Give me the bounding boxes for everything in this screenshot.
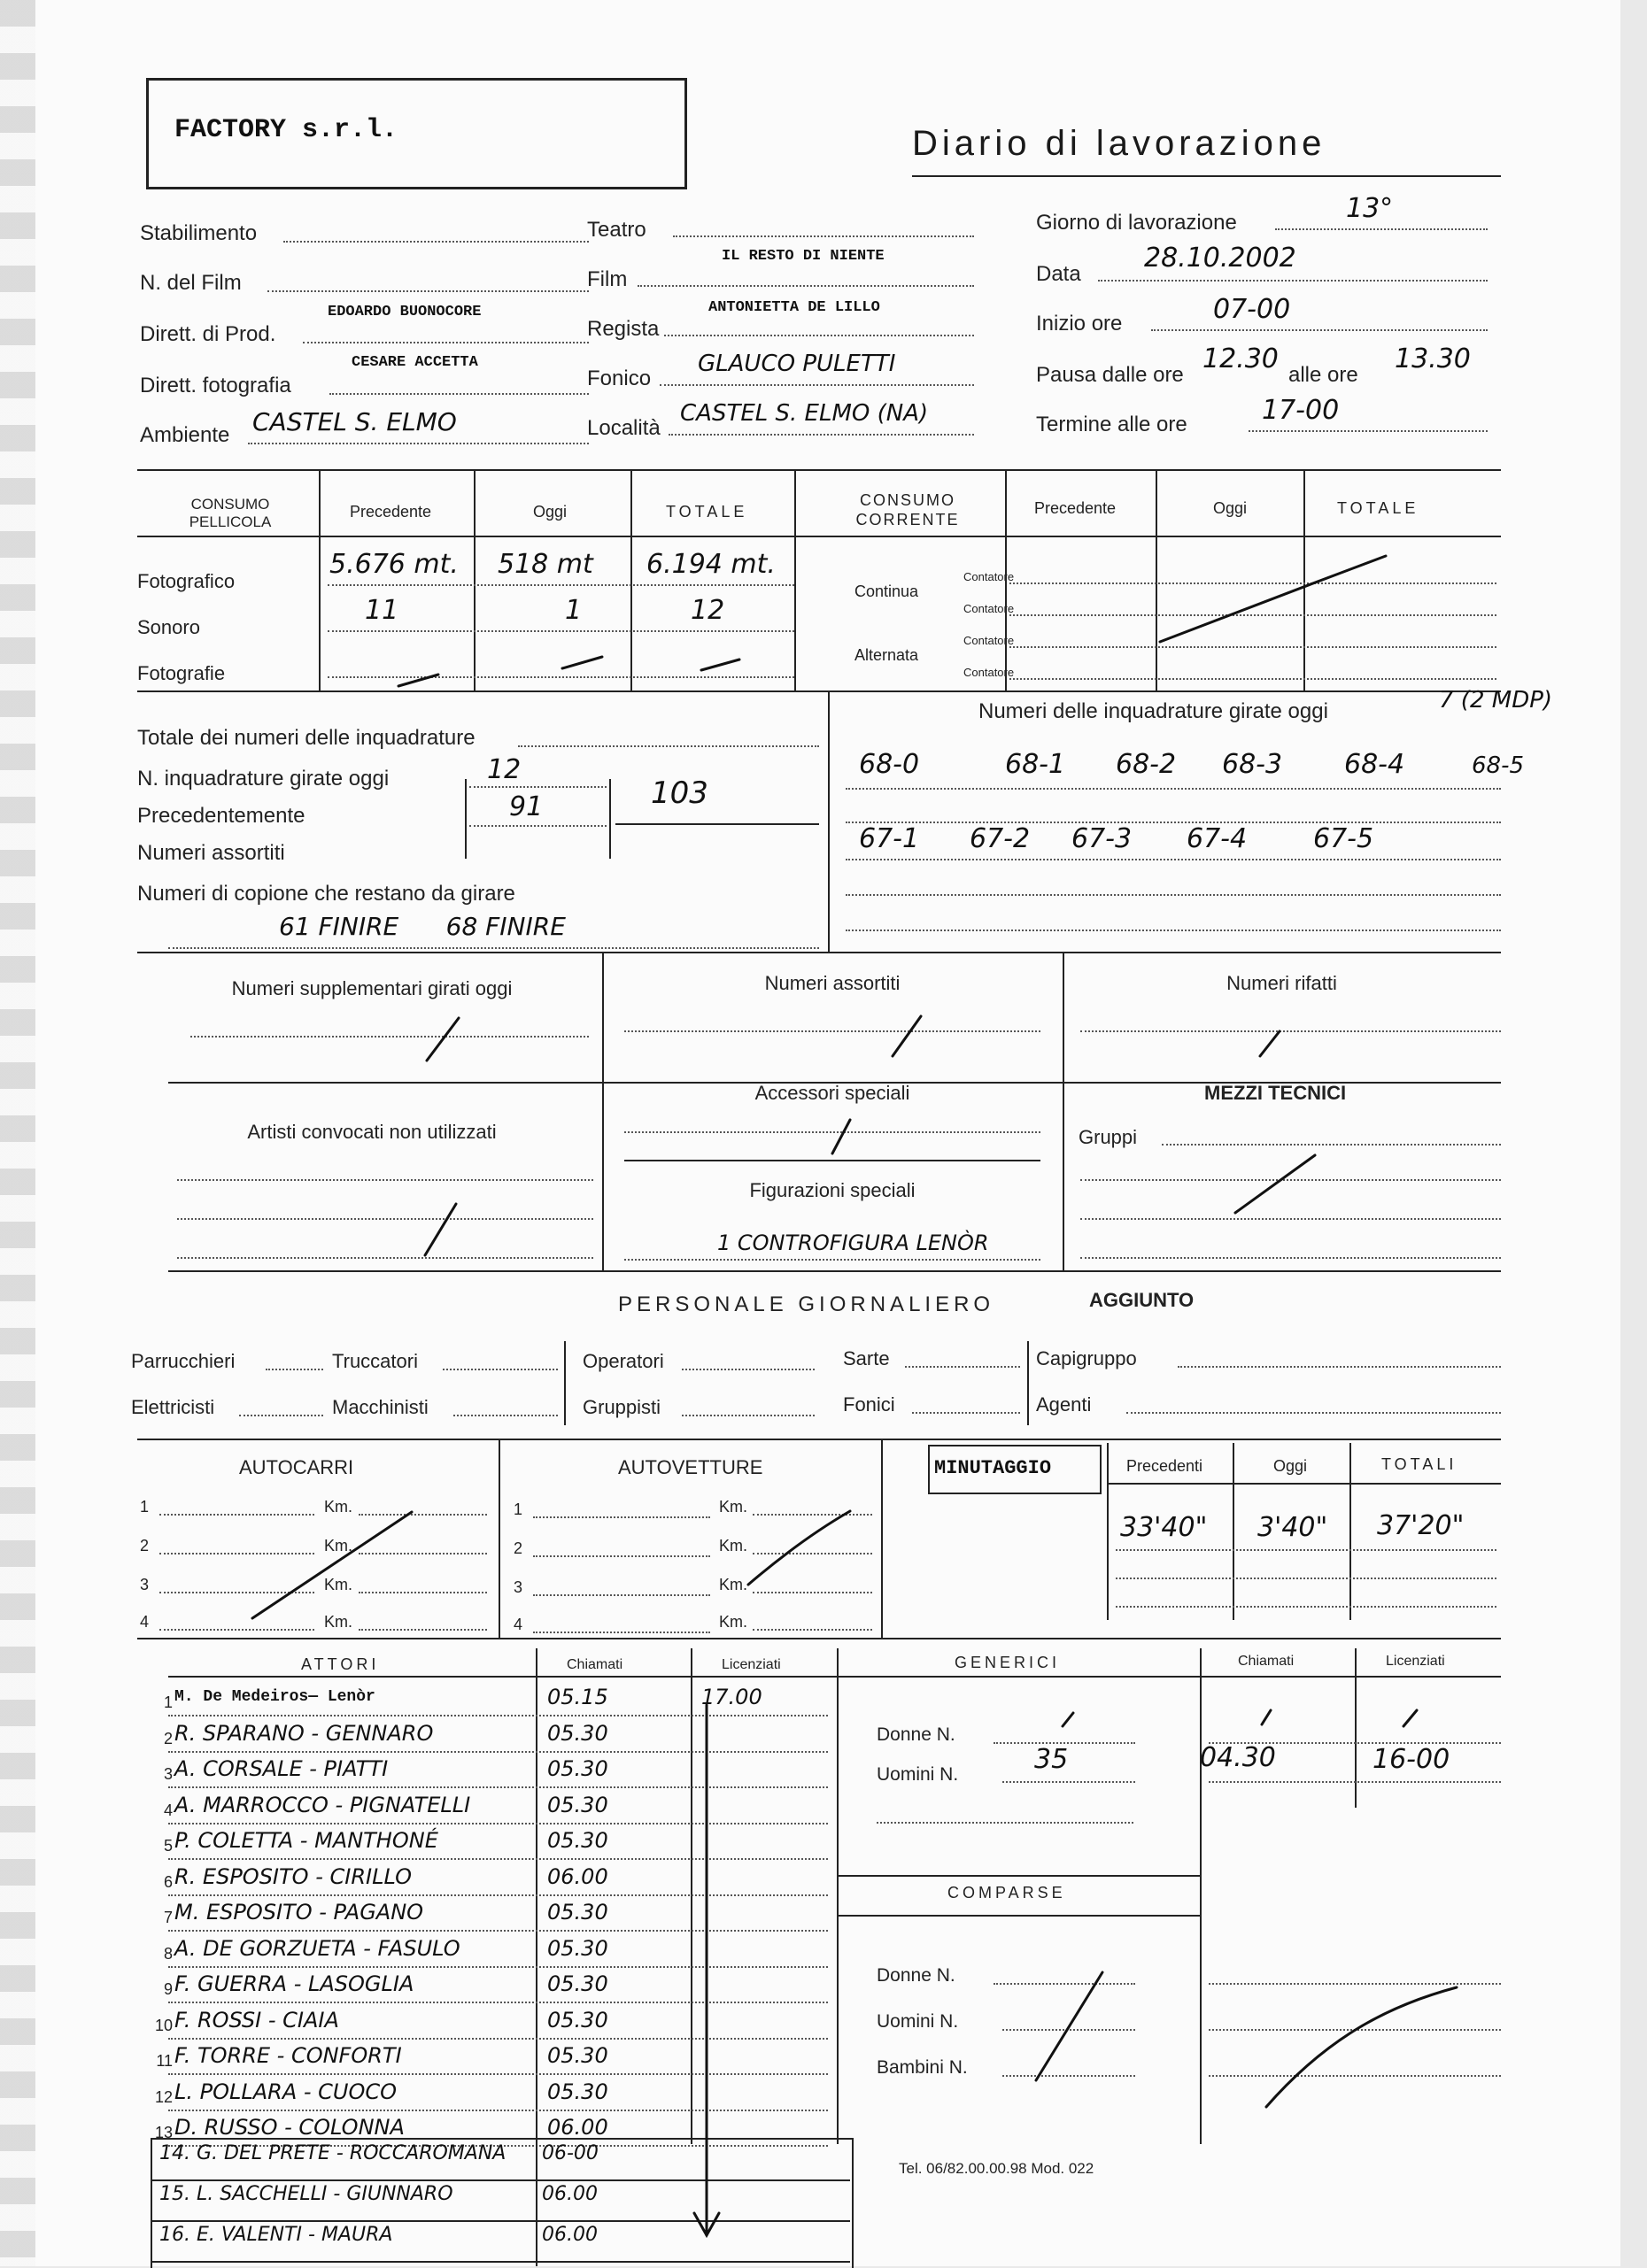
data-label: Data — [1036, 262, 1081, 286]
actor-row-number: 7 — [163, 1909, 173, 1926]
extra-actor-name: 16. E. VALENTI - MAURA — [159, 2224, 393, 2246]
shot-number: 67-1 — [859, 823, 920, 854]
n-film-label: N. del Film — [140, 271, 242, 295]
row-rule — [168, 1894, 828, 1896]
actor-name: L. POLLARA - CUOCO — [174, 2079, 398, 2104]
sonoro-tot: 12 — [691, 595, 725, 626]
minutaggio-prec-value: 33'40" — [1120, 1512, 1208, 1543]
actor-called-time: 05.30 — [547, 2007, 608, 2033]
agenti-label: Agenti — [1036, 1393, 1092, 1416]
ambiente-value: CASTEL S. ELMO — [252, 407, 457, 436]
actor-name: M. De Medeiros— Lenòr — [174, 1688, 375, 1706]
girate-oggi-label: N. inquadrature girate oggi — [137, 767, 390, 791]
extra-actor-called: 06.00 — [542, 2224, 598, 2246]
rifatti-label: Numeri rifatti — [1226, 972, 1337, 994]
dirett-foto-label: Dirett. fotografia — [140, 374, 291, 397]
actor-row-number: 3 — [163, 1765, 173, 1783]
generici-uomini-licenziati: 16-00 — [1372, 1744, 1450, 1775]
attori-header: ATTORI — [301, 1655, 380, 1673]
actor-name: P. COLETTA - MANTHONÉ — [174, 1828, 438, 1853]
actor-name: M. ESPOSITO - PAGANO — [174, 1900, 424, 1925]
extra-actor-called: 06.00 — [542, 2183, 598, 2205]
corrente-precedente-header: Precedente — [1034, 499, 1117, 517]
attori-chiamati-header: Chiamati — [567, 1657, 623, 1672]
actor-called-time: 06.00 — [547, 1863, 608, 1889]
footer-text: Tel. 06/82.00.00.98 Mod. 022 — [899, 2160, 1094, 2177]
figurazioni-label: Figurazioni speciali — [749, 1179, 916, 1201]
km-label: Km. — [719, 1613, 748, 1631]
row-number: 2 — [140, 1537, 150, 1554]
sonoro-oggi: 1 — [565, 595, 583, 626]
comparse-header: COMPARSE — [947, 1884, 1066, 1902]
girate-oggi-value: 12 — [487, 754, 522, 785]
actor-row-number: 10 — [154, 2016, 173, 2034]
km-label: Km. — [719, 1537, 748, 1554]
actor-row-number: 9 — [163, 1980, 173, 1998]
km-label: Km. — [324, 1613, 353, 1631]
extra-actor-name: 14. G. DEL PRETE - ROCCAROMANA — [159, 2142, 506, 2164]
shot-number: 68-3 — [1222, 749, 1283, 780]
extra-row-rule — [151, 2179, 850, 2181]
sonoro-prec: 11 — [365, 595, 399, 626]
km-label: Km. — [719, 1498, 748, 1516]
accessori-label: Accessori speciali — [754, 1082, 910, 1104]
row-number: 4 — [514, 1616, 523, 1633]
shot-number: 68-0 — [859, 749, 920, 780]
precedentemente-label: Precedentemente — [137, 804, 305, 828]
film-value: IL RESTO DI NIENTE — [722, 248, 885, 265]
stabilimento-label: Stabilimento — [140, 221, 258, 245]
row-rule — [168, 1823, 828, 1824]
generici-chiamati-header: Chiamati — [1238, 1654, 1295, 1669]
row-number: 3 — [514, 1578, 523, 1596]
actor-name: A. DE GORZUETA - FASULO — [174, 1935, 460, 1961]
actor-called-time: 05.30 — [547, 1720, 608, 1746]
teatro-label: Teatro — [587, 218, 646, 242]
generici-uomini-value: 35 — [1034, 1744, 1069, 1775]
actor-name: A. MARROCCO - PIGNATELLI — [174, 1792, 471, 1817]
film-label: Film — [587, 267, 628, 291]
actor-called-time: 05.30 — [547, 2043, 608, 2068]
girate-header: Numeri delle inquadrature girate oggi — [978, 699, 1328, 723]
fotografico-prec: 5.676 mt. — [329, 549, 459, 580]
attori-licenziati-header: Licenziati — [722, 1657, 781, 1672]
actor-called-time: 05.30 — [547, 1792, 608, 1817]
inizio-label: Inizio ore — [1036, 312, 1123, 336]
row-number: 3 — [140, 1576, 150, 1593]
row-number: 1 — [140, 1498, 150, 1516]
row-rule — [168, 2110, 828, 2111]
inizio-value: 07-00 — [1213, 294, 1291, 325]
consumo-corrente-header: CONSUMO CORRENTE — [855, 491, 960, 528]
sarte-label: Sarte — [843, 1347, 890, 1369]
row-rule — [168, 2073, 828, 2075]
autovetture-label: AUTOVETTURE — [618, 1456, 763, 1478]
pausa-label: Pausa dalle ore — [1036, 363, 1184, 387]
row-rule — [168, 1930, 828, 1932]
termine-label: Termine alle ore — [1036, 413, 1187, 436]
localita-label: Località — [587, 416, 661, 440]
fotografico-oggi: 518 mt — [498, 549, 593, 580]
km-label: Km. — [324, 1576, 353, 1593]
actor-row-number: 12 — [154, 2087, 173, 2106]
assortiti-label: Numeri assortiti — [137, 841, 285, 865]
actor-row-number: 2 — [163, 1729, 173, 1747]
consumo-pellicola-header: CONSUMO PELLICOLA — [189, 496, 272, 530]
oggi-header: Oggi — [533, 503, 568, 521]
actor-called-time: 05.30 — [547, 1971, 608, 1996]
actor-name: F. ROSSI - CIAIA — [174, 2007, 339, 2033]
generici-uomini-chiamati: 04.30 — [1200, 1742, 1276, 1773]
shot-number: 68-5 — [1472, 752, 1525, 779]
sonoro-label: Sonoro — [137, 616, 200, 638]
girate-note: 7 (2 MDP) — [1439, 687, 1553, 714]
ambiente-label: Ambiente — [140, 423, 230, 447]
shot-number: 67-5 — [1313, 823, 1374, 854]
contatore-label: Contatore — [963, 602, 1015, 615]
extra-col-divider — [536, 2138, 537, 2266]
km-label: Km. — [324, 1537, 353, 1554]
actor-called-time: 05.15 — [547, 1685, 608, 1709]
artisti-label: Artisti convocati non utilizzati — [247, 1121, 497, 1143]
personale-title-aggiunto: AGGIUNTO — [1089, 1289, 1195, 1311]
row-rule — [168, 2038, 828, 2040]
minutaggio-tot-value: 37'20" — [1377, 1510, 1465, 1541]
comparse-uomini-label: Uomini N. — [877, 2011, 959, 2032]
actor-row-number: 1 — [163, 1693, 173, 1711]
actor-name: F. GUERRA - LASOGLIA — [174, 1971, 414, 1996]
gruppi-label: Gruppi — [1079, 1126, 1138, 1148]
totale-header: TOTALE — [666, 503, 748, 521]
minutaggio-oggi-value: 3'40" — [1257, 1512, 1328, 1543]
actor-name: D. RUSSO - COLONNA — [174, 2115, 405, 2140]
actor-row-number: 8 — [163, 1944, 173, 1963]
document-title: Diario di lavorazione — [912, 124, 1326, 163]
fotografico-label: Fotografico — [137, 570, 236, 592]
figurazioni-value: 1 CONTROFIGURA LENÒR — [717, 1230, 989, 1255]
corrente-oggi-header: Oggi — [1213, 499, 1248, 517]
supplementari-label: Numeri supplementari girati oggi — [231, 977, 513, 999]
dirett-prod-label: Dirett. di Prod. — [140, 322, 276, 346]
row-rule — [168, 1966, 828, 1968]
personale-title: PERSONALE GIORNALIERO — [618, 1292, 995, 1316]
row-rule — [168, 2002, 828, 2003]
actor-called-time: 05.30 — [547, 1900, 608, 1925]
contatore-label: Contatore — [963, 570, 1015, 583]
row-number: 1 — [514, 1500, 523, 1518]
minutaggio-prec-header: Precedenti — [1126, 1457, 1203, 1475]
row-rule — [168, 1751, 828, 1753]
capigruppo-label: Capigruppo — [1036, 1347, 1137, 1369]
fotografico-tot: 6.194 mt. — [646, 549, 776, 580]
row-number: 2 — [514, 1539, 523, 1557]
actor-row-number: 13 — [154, 2124, 173, 2141]
giorno-label: Giorno di lavorazione — [1036, 211, 1237, 235]
row-rule — [168, 1858, 828, 1860]
continua-label: Continua — [854, 582, 919, 600]
regista-label: Regista — [587, 317, 660, 341]
fotografie-label: Fotografie — [137, 662, 226, 684]
shot-number: 67-4 — [1187, 823, 1248, 854]
actor-row-number: 11 — [156, 2052, 173, 2070]
minutaggio-oggi-header: Oggi — [1273, 1457, 1308, 1475]
totale-inquadrature-label: Totale dei numeri delle inquadrature — [137, 726, 476, 750]
elettricisti-label: Elettricisti — [131, 1396, 215, 1418]
pausa-value: 12.30 — [1202, 343, 1279, 374]
fonici-label: Fonici — [843, 1393, 895, 1416]
mezzi-tecnici-label: MEZZI TECNICI — [1204, 1082, 1347, 1104]
row-rule — [168, 1786, 828, 1788]
inquadrature-totale-value: 103 — [651, 775, 708, 811]
production-diary-page — [35, 0, 1620, 2266]
contatore-label: Contatore — [963, 634, 1015, 647]
actor-called-time: 05.30 — [547, 1935, 608, 1961]
title-underline — [912, 175, 1501, 177]
actor-called-time: 05.30 — [547, 1756, 608, 1781]
termine-value: 17-00 — [1262, 395, 1340, 426]
comparse-bambini-label: Bambini N. — [877, 2057, 968, 2078]
actor-row-number: 6 — [163, 1872, 173, 1891]
actor-row-number: 4 — [163, 1801, 173, 1819]
actor-name: R. ESPOSITO - CIRILLO — [174, 1863, 412, 1889]
mid-assortiti-label: Numeri assortiti — [764, 972, 901, 994]
generici-header: GENERICI — [955, 1654, 1061, 1671]
company-name: FACTORY s.r.l. — [174, 115, 398, 145]
actor-called-time: 05.30 — [547, 2079, 608, 2104]
extra-row-rule — [151, 2261, 850, 2263]
autocarri-label: AUTOCARRI — [239, 1456, 354, 1478]
actor-row-number: 5 — [163, 1837, 173, 1855]
dirett-foto-value: CESARE ACCETTA — [352, 354, 478, 371]
minutaggio-title: MINUTAGGIO — [934, 1457, 1052, 1479]
parrucchieri-label: Parrucchieri — [131, 1350, 236, 1372]
actor-name: R. SPARANO - GENNARO — [174, 1720, 434, 1746]
generici-licenziati-header: Licenziati — [1386, 1654, 1445, 1669]
shot-number: 68-2 — [1116, 749, 1177, 780]
actor-released-time: 17.00 — [701, 1685, 762, 1709]
row-number: 4 — [140, 1613, 150, 1631]
macchinisti-label: Macchinisti — [332, 1396, 429, 1418]
copione-label: Numeri di copione che restano da girare — [137, 882, 515, 906]
operatori-label: Operatori — [583, 1350, 664, 1372]
generici-donne-label: Donne N. — [877, 1724, 955, 1745]
extra-row-rule — [151, 2220, 850, 2222]
localita-value: CASTEL S. ELMO (NA) — [680, 400, 929, 427]
pausa-end-value: 13.30 — [1395, 343, 1471, 374]
actor-name: A. CORSALE - PIATTI — [174, 1756, 389, 1781]
generici-uomini-label: Uomini N. — [877, 1764, 959, 1785]
shot-number: 67-3 — [1071, 823, 1133, 854]
pausa-end-label: alle ore — [1288, 363, 1358, 387]
shot-number: 68-4 — [1344, 749, 1405, 780]
fonico-value: GLAUCO PULETTI — [698, 351, 896, 377]
precedente-header: Precedente — [350, 503, 432, 521]
extra-actor-name: 15. L. SACCHELLI - GIUNNARO — [159, 2183, 453, 2205]
corrente-totale-header: TOTALE — [1337, 499, 1419, 517]
comparse-donne-label: Donne N. — [877, 1965, 955, 1986]
giorno-value: 13° — [1346, 193, 1394, 224]
km-label: Km. — [324, 1498, 353, 1516]
fonico-label: Fonico — [587, 366, 652, 390]
contatore-label: Contatore — [963, 666, 1015, 679]
truccatori-label: Truccatori — [332, 1350, 418, 1372]
alternata-label: Alternata — [854, 646, 919, 664]
copione-value: 61 FINIRE 68 FINIRE — [279, 912, 566, 941]
shot-number: 68-1 — [1005, 749, 1066, 780]
precedentemente-value: 91 — [509, 791, 544, 822]
actor-name: F. TORRE - CONFORTI — [174, 2043, 402, 2068]
actor-called-time: 05.30 — [547, 1828, 608, 1853]
km-label: Km. — [719, 1576, 748, 1593]
actor-called-time: 06.00 — [547, 2115, 608, 2140]
regista-value: ANTONIETTA DE LILLO — [708, 299, 880, 316]
shot-number: 67-2 — [970, 823, 1031, 854]
dirett-prod-value: EDOARDO BUONOCORE — [328, 304, 482, 320]
data-value: 28.10.2002 — [1144, 243, 1296, 274]
minutaggio-tot-header: TOTALI — [1381, 1455, 1458, 1473]
gruppisti-label: Gruppisti — [583, 1396, 661, 1418]
row-rule — [168, 1715, 828, 1716]
extra-actor-called: 06-00 — [542, 2142, 599, 2164]
